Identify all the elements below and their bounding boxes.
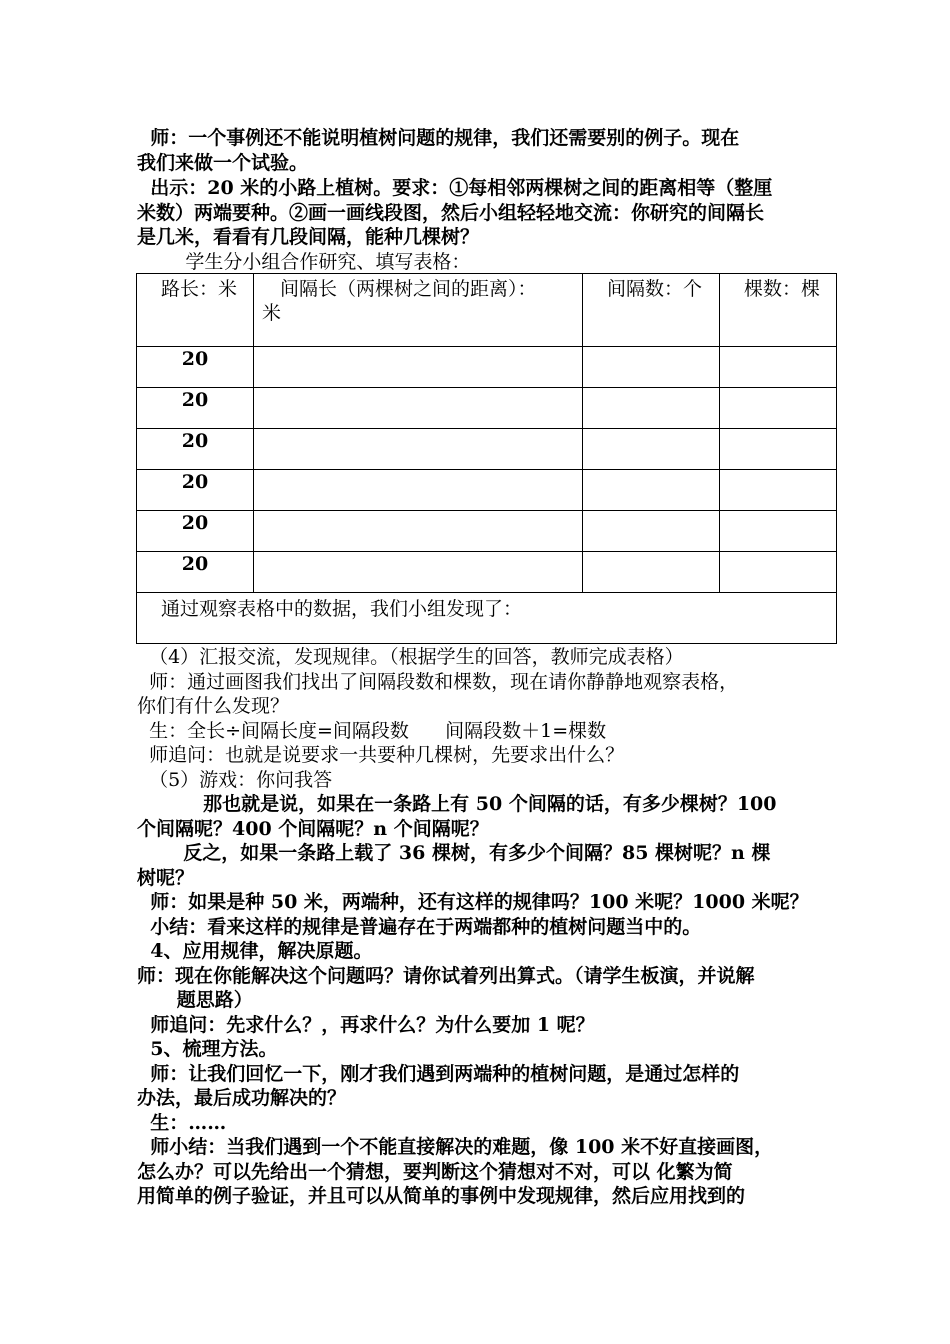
table-header-row [137,274,837,347]
header-cell: 间隔数：个 [583,274,720,347]
text-line: 个间隔呢？400 个间隔呢？n 个间隔呢？ [137,817,489,840]
paragraph-teacher-intro [137,126,842,175]
body-lines [137,645,842,1209]
cell-blank [720,511,837,552]
cell-blank [254,388,583,429]
text-line: 用简单的例子验证，并且可以从简单的事例中发现规律，然后应用找到的 [137,1185,746,1207]
text-line: 4、应用规律，解决原题。 [137,940,373,962]
cell-blank [254,429,583,470]
text-line: 师追问：先求什么？，再求什么？为什么要加 1 呢？ [137,1013,595,1036]
text-line: （4）汇报交流，发现规律。（根据学生的回答，教师完成表格） [137,646,684,668]
cell-blank [583,429,720,470]
text-line: 是几米，看看有几段间隔，能种几棵树？ [137,226,480,248]
table-row [137,347,837,388]
text-line: 米数）两端要种。②画一画线段图，然后小组轻轻地交流：你研究的间隔长 [137,201,765,224]
text-line: （5）游戏：你问我答 [137,768,333,791]
cell-blank [254,511,583,552]
text-line: 反之，如果一条路上载了 36 棵树，有多少个间隔？85 棵树呢？n 棵 [137,842,771,864]
cell-blank [583,552,720,593]
text-line: 出示：20 米的小路上植树。要求：①每相邻两棵树之间的距离相等（整厘 [137,177,773,199]
data-table [136,273,837,644]
text-line: 你们有什么发现？ [137,695,290,717]
text-line: 师：让我们回忆一下，刚才我们遇到两端种的植树问题，是通过怎样的 [137,1062,740,1085]
cell-blank [720,552,837,593]
paragraph-task [137,176,842,250]
text-line: 我们来做一个试验。 [137,151,309,174]
text-line: 生：全长÷间隔长度=间隔段数 间隔段数＋1=棵数 [137,719,607,742]
header-cell: 间隔长（两棵树之间的距离）： 米 [254,274,583,347]
cell-road-length: 20 [137,470,254,511]
text-line: 生：…… [137,1111,227,1134]
cell-road-length: 20 [137,511,254,552]
table-row [137,552,837,593]
text-line: 怎么办？可以先给出一个猜想，要判断这个猜想对不对，可以 化繁为简 [137,1160,733,1183]
text-line: 树呢？ [137,866,195,889]
text-line: 办法，最后成功解决的？ [137,1087,347,1109]
header-cell: 棵数：棵 [720,274,837,347]
cell-blank [720,429,837,470]
text-line: 师：如果是种 50 米，两端种，还有这样的规律吗？100 米呢？1000 米呢？ [137,891,809,913]
text-line: 小结：看来这样的规律是普遍存在于两端都种的植树问题当中的。 [137,915,702,938]
text-line: 师：现在你能解决这个问题吗？请你试着列出算式。（请学生板演，并说解 [137,964,755,987]
paragraph-group-work [137,250,842,275]
cell-blank [720,388,837,429]
cell-road-length: 20 [137,347,254,388]
text-line: 学生分小组合作研究、填写表格： [137,251,471,273]
cell-blank [254,470,583,511]
header-cell: 路长：米 [137,274,254,347]
cell-blank [720,470,837,511]
footer-cell: 通过观察表格中的数据，我们小组发现了： [137,593,837,644]
cell-blank [720,347,837,388]
text-line: 师小结：当我们遇到一个不能直接解决的难题，像 100 米不好直接画图， [137,1136,774,1158]
table-row [137,429,837,470]
table-row [137,470,837,511]
cell-blank [254,347,583,388]
cell-blank [583,347,720,388]
text-line: 5、梳理方法。 [137,1038,278,1060]
text-line: 师追问：也就是说要求一共要种几棵树，先要求出什么？ [137,744,625,766]
cell-blank [583,470,720,511]
text-line: 那也就是说，如果在一条路上有 50 个间隔的话，有多少棵树？100 [137,793,777,815]
cell-road-length: 20 [137,429,254,470]
table-row [137,511,837,552]
text-line: 题思路） [137,989,253,1011]
text-line: 师：通过画图我们找出了间隔段数和棵数，现在请你静静地观察表格， [137,670,739,693]
table-footer-row [137,593,837,644]
cell-road-length: 20 [137,388,254,429]
cell-blank [583,511,720,552]
text-line: 师：一个事例还不能说明植树问题的规律，我们还需要别的例子。现在 [137,127,740,149]
table-row [137,388,837,429]
cell-blank [254,552,583,593]
cell-blank [583,388,720,429]
cell-road-length: 20 [137,552,254,593]
